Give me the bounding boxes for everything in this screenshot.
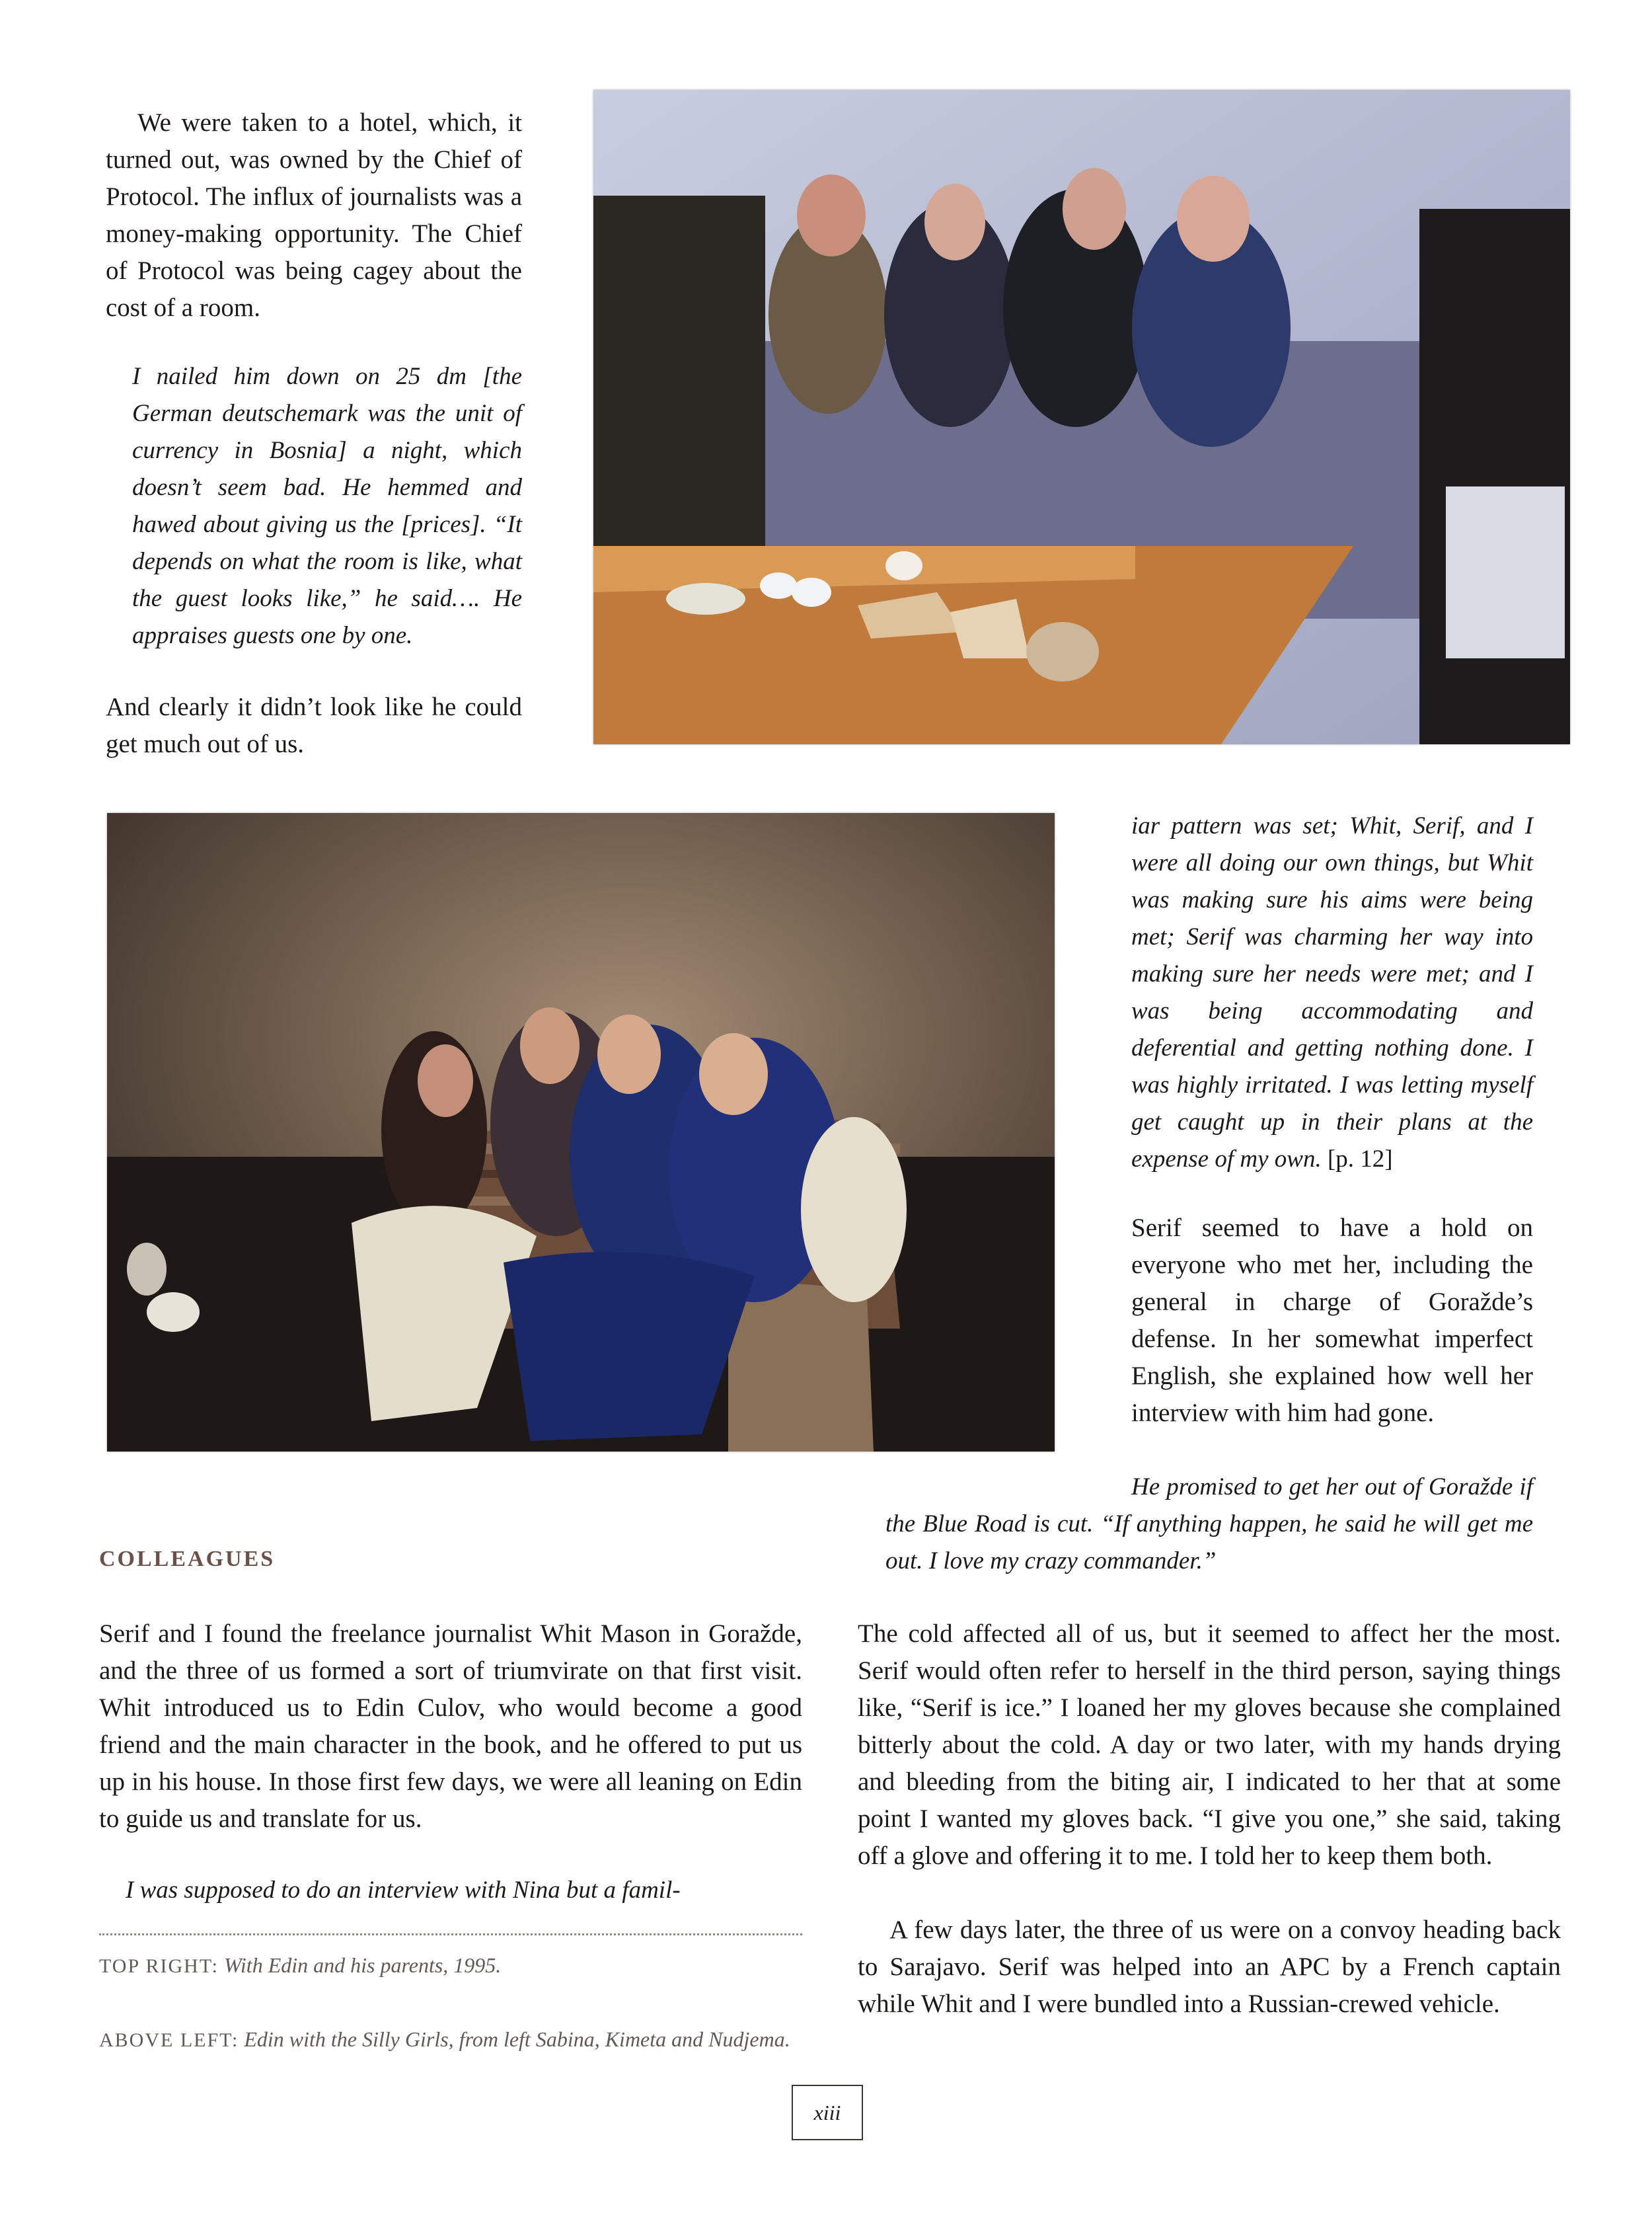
- intro-paragraph: We were taken to a hotel, which, it turned out, was owned by the Chief of Protocol. The influx of journalists was a money-making opportunity. The Chief of Protocol was being cagey about the cost of a room.: [106, 108, 522, 322]
- caption-top-right-label: TOP RIGHT:: [99, 1955, 219, 1977]
- section-heading-colleagues: COLLEAGUES: [99, 1547, 276, 1571]
- photo-edin-silly-girls: [107, 813, 1055, 1452]
- caption-top-right: [99, 1949, 802, 1983]
- nina-quote-start: I was supposed to do an interview with Nina but a famil-: [126, 1877, 681, 1904]
- photo-edin-and-parents-image: [593, 90, 1570, 744]
- cold-paragraph: The cold affected all of us, but it seemed to affect her the most. Serif would often refer to herself in the third person, saying things like, “Serif is ice.” I loaned her my gloves because she complained bitterly about the cold. A day or two later, with my hands drying and bleeding from the biting air, I indicated to her that at some point I wanted my gloves back. “I give you one,” she said, taking off a glove and offering it to me. I told her to keep them both.: [858, 1619, 1561, 1870]
- commander-quote: He promised to get her out of Goražde if the Blue Road is cut. “If anything happen, he said he will get me out. I love my crazy commander.”: [885, 1473, 1533, 1574]
- serif-hold-paragraph: Serif seemed to have a hold on everyone who met her, including the general in charge of Goražde’s defense. In her somewhat imperfect English, she explained how well her interview with him had gone.: [1131, 1214, 1533, 1427]
- intro-quote: I nailed him down on 25 dm [the German deutschemark was the unit of currency in Bosnia] a night, which doesn’t seem bad. He hemmed and hawed about giving us the [prices]. “It depends on what the room is like, what the guest looks like,” he said…. He appraises guests one by one.: [132, 363, 522, 649]
- caption-top-right-text: With Edin and his parents, 1995.: [224, 1953, 502, 1977]
- caption-above-left-label: ABOVE LEFT:: [99, 2029, 239, 2051]
- convoy-paragraph: A few days later, the three of us were on a convoy heading back to Sarajavo. Serif was helped into an APC by a French captain while Whit and I were bundled into a Russian-crewed vehicle.: [858, 1916, 1561, 2018]
- photo-edin-and-parents: [593, 90, 1570, 744]
- serif-quote-text: iar pattern was set; Whit, Serif, and I were all doing our own things, but Whit was making sure his aims were being met; Serif was charming her way into making sure her needs were met; and I was being accommodating and deferential and getting nothing done. I was highly irritated. I was letting myself get caught up in their plans at the expense of my own.: [1131, 812, 1533, 1173]
- intro-closing-paragraph: And clearly it didn’t look like he could get much out of us.: [106, 693, 522, 758]
- caption-divider: [99, 1933, 802, 1935]
- page-number: xiii: [792, 2085, 863, 2140]
- caption-above-left: [99, 2023, 802, 2057]
- colleagues-paragraph: Serif and I found the freelance journalist Whit Mason in Goražde, and the three of us formed a sort of triumvirate on that first visit. Whit introduced us to Edin Culov, who would become a good friend and the main character in the book, and he offered to put us up in his house. In those first few days, we were all leaning on Edin to guide us and translate for us.: [99, 1619, 802, 1833]
- photo-edin-silly-girls-image: [107, 813, 1055, 1452]
- serif-quote-citation: [p. 12]: [1327, 1145, 1393, 1173]
- caption-above-left-text: Edin with the Silly Girls, from left Sabina, Kimeta and Nudjema.: [244, 2027, 790, 2051]
- serif-quote-continued: [1131, 808, 1533, 1178]
